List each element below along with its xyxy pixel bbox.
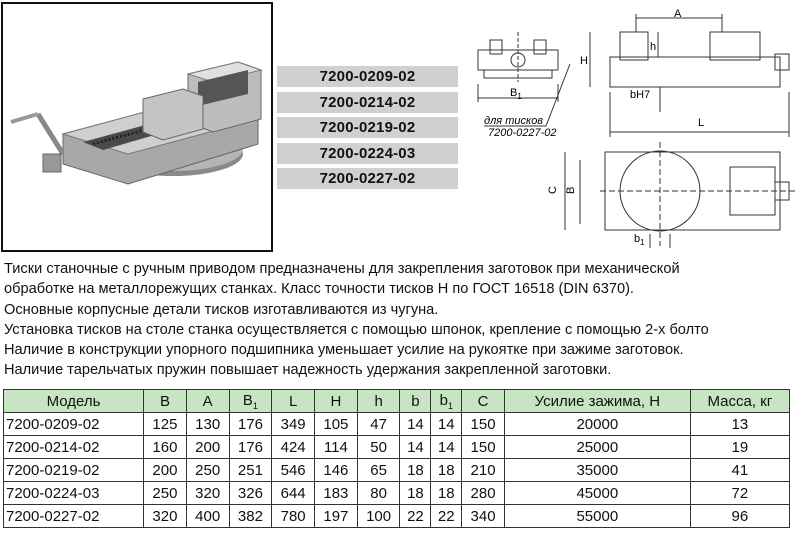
dim-label-b: B xyxy=(565,186,577,194)
spec-table xyxy=(3,389,790,528)
col-header-b1: $B_1$ xyxy=(229,390,272,413)
table-row xyxy=(4,459,790,482)
table-cell: 114 xyxy=(315,436,358,459)
dim-label-h-big: H xyxy=(580,55,588,67)
table-cell: 22 xyxy=(400,505,431,528)
table-cell: 176 xyxy=(229,413,272,436)
table-cell: 25000 xyxy=(504,436,690,459)
table-cell: 326 xyxy=(229,482,272,505)
table-cell: 50 xyxy=(357,436,400,459)
table-cell: 251 xyxy=(229,459,272,482)
col-header-l: L xyxy=(272,390,315,413)
table-cell: 7200-0227-02 xyxy=(4,505,144,528)
table-cell: 340 xyxy=(462,505,505,528)
table-cell: 41 xyxy=(690,459,789,482)
table-cell: 349 xyxy=(272,413,315,436)
table-cell: 160 xyxy=(144,436,187,459)
col-header-h-small: h xyxy=(357,390,400,413)
col-header-force: Усилие зажима, Н xyxy=(504,390,690,413)
table-cell: 72 xyxy=(690,482,789,505)
col-header-b1-small: $b_1$ xyxy=(431,390,462,413)
dim-label-c: C xyxy=(547,186,559,194)
table-cell: 7200-0214-02 xyxy=(4,436,144,459)
col-header-b: B xyxy=(144,390,187,413)
table-cell: 45000 xyxy=(504,482,690,505)
table-cell: 320 xyxy=(186,482,229,505)
table-cell: 424 xyxy=(272,436,315,459)
table-cell: 250 xyxy=(144,482,187,505)
dim-label-bh7: bH7 xyxy=(630,89,651,101)
table-cell: 20000 xyxy=(504,413,690,436)
table-cell: 183 xyxy=(315,482,358,505)
table-cell: 780 xyxy=(272,505,315,528)
table-cell: 125 xyxy=(144,413,187,436)
description-line: Наличие тарельчатых пружин повышает надежность удержания закрепленной заготовки. xyxy=(4,362,612,379)
table-cell: 19 xyxy=(690,436,789,459)
col-header-model: Модель xyxy=(4,390,144,413)
table-cell: 96 xyxy=(690,505,789,528)
col-header-h: H xyxy=(315,390,358,413)
table-cell: 18 xyxy=(431,482,462,505)
model-list xyxy=(277,66,458,194)
table-cell: 55000 xyxy=(504,505,690,528)
note-line-1: для тисков xyxy=(484,115,544,127)
table-cell: 35000 xyxy=(504,459,690,482)
model-tag: 7200-0224-03 xyxy=(277,143,458,164)
table-cell: 22 xyxy=(431,505,462,528)
description xyxy=(4,259,807,381)
table-cell: 14 xyxy=(431,413,462,436)
description-line: обработке на металлорежущих станках. Класс точности тисков Н по ГОСТ 16518 (DIN 6370). xyxy=(4,281,634,298)
table-row xyxy=(4,436,790,459)
table-cell: 18 xyxy=(400,482,431,505)
col-header-c: C xyxy=(462,390,505,413)
table-cell: 200 xyxy=(186,436,229,459)
col-header-b-small: b xyxy=(400,390,431,413)
table-cell: 176 xyxy=(229,436,272,459)
table-cell: 14 xyxy=(431,436,462,459)
product-photo-frame xyxy=(1,2,273,252)
table-cell: 320 xyxy=(144,505,187,528)
col-header-a: A xyxy=(186,390,229,413)
vise-photo xyxy=(3,4,271,250)
technical-drawing xyxy=(460,2,807,256)
model-tag: 7200-0214-02 xyxy=(277,92,458,113)
table-cell: 100 xyxy=(357,505,400,528)
model-tag: 7200-0209-02 xyxy=(277,66,458,87)
description-line: Основные корпусные детали тисков изготавливаются из чугуна. xyxy=(4,301,439,318)
dim-label-h-small: h xyxy=(650,41,657,53)
table-cell: 7200-0224-03 xyxy=(4,482,144,505)
table-cell: 150 xyxy=(462,436,505,459)
table-cell: 80 xyxy=(357,482,400,505)
table-cell: 7200-0219-02 xyxy=(4,459,144,482)
table-cell: 7200-0209-02 xyxy=(4,413,144,436)
note-line-2: 7200-0227-02 xyxy=(488,127,557,139)
table-body xyxy=(4,413,790,528)
table-cell: 146 xyxy=(315,459,358,482)
col-header-mass: Масса, кг xyxy=(690,390,789,413)
table-row xyxy=(4,482,790,505)
table-cell: 200 xyxy=(144,459,187,482)
model-tag: 7200-0227-02 xyxy=(277,168,458,189)
table-cell: 546 xyxy=(272,459,315,482)
table-cell: 18 xyxy=(431,459,462,482)
table-cell: 197 xyxy=(315,505,358,528)
table-cell: 210 xyxy=(462,459,505,482)
table-cell: 14 xyxy=(400,436,431,459)
description-line: Установка тисков на столе станка осуществляется с помощью шпонок, крепление с помощью 2-х болто xyxy=(4,321,709,338)
description-line: Тиски станочные с ручным приводом предназначены для закрепления заготовок при механической xyxy=(4,261,680,277)
table-cell: 644 xyxy=(272,482,315,505)
dim-label-b1: $B_1$ xyxy=(510,87,522,101)
description-line: Наличие в конструкции упорного подшипника уменьшает усилие на рукоятке при зажиме заготовок. xyxy=(4,342,684,359)
table-cell: 14 xyxy=(400,413,431,436)
model-tag: 7200-0219-02 xyxy=(277,117,458,138)
table-row xyxy=(4,413,790,436)
table-cell: 400 xyxy=(186,505,229,528)
table-cell: 65 xyxy=(357,459,400,482)
table-cell: 130 xyxy=(186,413,229,436)
table-cell: 280 xyxy=(462,482,505,505)
table-cell: 47 xyxy=(357,413,400,436)
table-row xyxy=(4,505,790,528)
dim-label-l: L xyxy=(698,117,705,129)
table-cell: 13 xyxy=(690,413,789,436)
table-cell: 18 xyxy=(400,459,431,482)
dim-label-b1-small: $b_1$ xyxy=(634,233,645,247)
table-cell: 150 xyxy=(462,413,505,436)
table-cell: 105 xyxy=(315,413,358,436)
table-header-row xyxy=(4,390,790,413)
table-cell: 382 xyxy=(229,505,272,528)
table-cell: 250 xyxy=(186,459,229,482)
dim-label-a: A xyxy=(674,8,682,20)
